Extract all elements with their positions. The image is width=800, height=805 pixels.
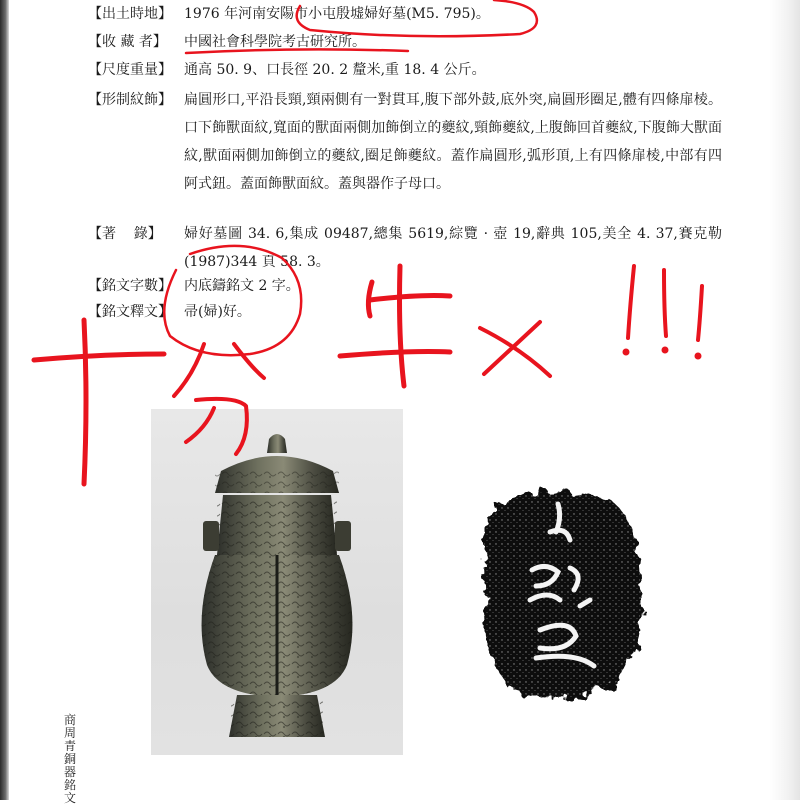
row-value: 中國社會科學院考古研究所。 bbox=[184, 34, 366, 50]
row-label: 【銘文字數】 bbox=[88, 278, 172, 294]
side-caption: 商周青銅器銘文 bbox=[63, 713, 76, 805]
row-inscription-reading bbox=[88, 300, 728, 324]
annotation-char-x bbox=[480, 328, 550, 376]
bronze-hu-vessel-icon bbox=[151, 409, 403, 755]
row-value: 婦好墓圖 34. 6,集成 09487,總集 5619,綜覽 · 壺 19,辭典 105,美全 4. 37,賽克勒(1987)344 頁 58. 3。 bbox=[184, 226, 722, 270]
row-inscription-count bbox=[88, 274, 728, 298]
row-label: 【形制紋飾】 bbox=[88, 92, 172, 108]
row-label: 【出土時地】 bbox=[88, 6, 172, 22]
ink-rubbing-icon bbox=[470, 470, 660, 710]
row-excavation bbox=[88, 2, 728, 26]
annotation-char-fen bbox=[174, 344, 204, 396]
row-collector bbox=[88, 30, 728, 54]
book-spine bbox=[0, 0, 9, 800]
row-label: 【著 錄】 bbox=[88, 226, 162, 242]
page-edge bbox=[770, 0, 800, 800]
row-value: 扁圓形口,平沿長頸,頸兩側有一對貫耳,腹下部外鼓,底外突,扁圓形圈足,體有四條扉棱。口下飾獸面紋,寬面的獸面兩側加飾倒立的夔紋,頸飾夔紋,上腹飾回首夔紋,下腹飾大獸面紋,獸面兩側加飾倒立的夔紋,圈足飾夔紋。蓋作扁圓形,弧形頂,上有四條扉棱,中部有四阿式鈕。蓋面飾獸面紋。蓋與器作子母口。 bbox=[184, 92, 722, 192]
row-value: 帚(婦)好。 bbox=[184, 304, 251, 320]
row-value: 通高 50. 9、口長徑 20. 2 釐米,重 18. 4 公斤。 bbox=[184, 62, 486, 78]
row-label: 【銘文釋文】 bbox=[88, 304, 172, 320]
row-form-decoration bbox=[88, 86, 728, 198]
row-dimensions bbox=[88, 58, 728, 82]
inscription-rubbing bbox=[470, 470, 660, 710]
row-label: 【尺度重量】 bbox=[88, 62, 172, 78]
row-value: 1976 年河南安陽市小屯殷墟婦好墓(M5. 795)。 bbox=[184, 6, 490, 22]
annotation-char-ten bbox=[34, 354, 164, 360]
bronze-vessel-photo bbox=[151, 409, 403, 755]
row-value: 内底鑄銘文 2 字。 bbox=[184, 278, 300, 294]
row-references bbox=[88, 220, 728, 276]
row-label: 【收 藏 者】 bbox=[88, 34, 167, 50]
